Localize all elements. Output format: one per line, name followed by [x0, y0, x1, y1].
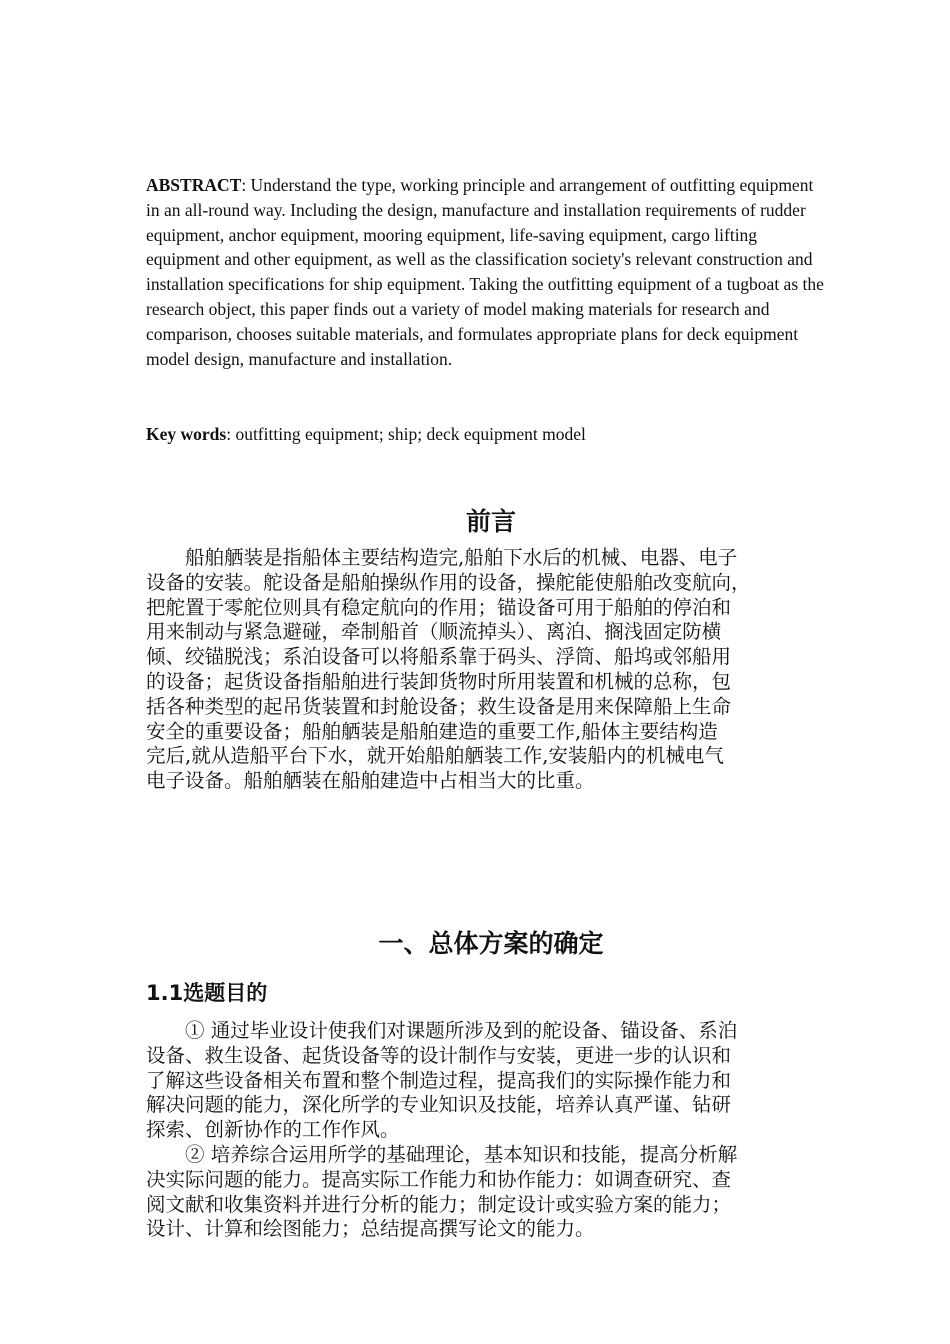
goal2-line: 设计、计算和绘图能力；总结提高撰写论文的能力。: [146, 1217, 595, 1241]
goal-paragraph-1: [146, 1019, 846, 1143]
preface-line: 电子设备。船舶舾装在船舶建造中占相当大的比重。: [146, 769, 595, 793]
preface-line: 安全的重要设备；船舶舾装是船舶建造的重要工作,船体主要结构造: [146, 719, 718, 743]
section-heading: 1.1选题目的: [146, 981, 268, 1005]
goal1-line: 解决问题的能力，深化所学的专业知识及技能，培养认真严谨、钻研: [146, 1093, 732, 1117]
goal2-line: 阅文献和收集资料并进行分析的能力；制定设计或实验方案的能力；: [146, 1192, 732, 1216]
abstract-paragraph: [146, 173, 828, 371]
abstract-label: ABSTRACT: [146, 175, 242, 195]
preface-line: 船舶舾装是指船体主要结构造完,船舶下水后的机械、电器、电子: [146, 546, 738, 569]
preface-heading: 前言: [465, 507, 516, 536]
abstract-text: : Understand the type, working principle and arrangement of outfitting equipment in an all-round way. Including the design, manufacture and installation requirements of rudder equipment, anchor equipment, mooring equipment, life-saving equipment, cargo lifting equipment and other equipment, as well as the classification society's relevant construction and installation specifications for ship equipment. Taking the outfitting equipment of a tugboat as the research object, this paper finds out a variety of model making materials for research and comparison, chooses suitable materials, and formulates appropriate plans for deck equipment model design, manufacture and installation.: [146, 175, 824, 369]
preface-line: 倾、绞锚脱浅；系泊设备可以将船系靠于码头、浮筒、船坞或邻船用: [146, 645, 732, 669]
goal2-line: ② 培养综合运用所学的基础理论，基本知识和技能，提高分析解: [146, 1143, 738, 1166]
preface-line: 用来制动与紧急避碰，牵制船首（顺流掉头）、离泊、搁浅固定防横: [146, 620, 722, 644]
keywords-text: : outfitting equipment; ship; deck equipment model: [226, 424, 586, 444]
preface-line: 设备的安装。舵设备是船舶操纵作用的设备，操舵能使船舶改变航向，: [146, 570, 751, 594]
preface-paragraph: [146, 546, 846, 794]
goal1-line: 了解这些设备相关布置和整个制造过程，提高我们的实际操作能力和: [146, 1068, 732, 1092]
goal-paragraph-2: [146, 1143, 846, 1242]
preface-line: 括各种类型的起吊货装置和封舱设备；救生设备是用来保障船上生命: [146, 694, 732, 718]
keywords-label: Key words: [146, 424, 227, 444]
goal1-line: 探索、创新协作的工作作风。: [146, 1118, 400, 1142]
keywords-paragraph: [146, 422, 828, 447]
chapter-heading: 一、总体方案的确定: [378, 929, 604, 958]
goal1-line: 设备、救生设备、起货设备等的设计制作与安装，更进一步的认识和: [146, 1043, 732, 1067]
preface-line: 把舵置于零舵位则具有稳定航向的作用；锚设备可用于船舶的停泊和: [146, 595, 732, 619]
goal2-line: 决实际问题的能力。提高实际工作能力和协作能力：如调查研究、查: [146, 1167, 732, 1191]
goal1-line: ① 通过毕业设计使我们对课题所涉及到的舵设备、锚设备、系泊: [146, 1019, 738, 1042]
preface-line: 完后,就从造船平台下水，就开始船舶舾装工作,安装船内的机械电气: [146, 744, 724, 768]
preface-line: 的设备；起货设备指船舶进行装卸货物时所用装置和机械的总称，包: [146, 669, 732, 693]
